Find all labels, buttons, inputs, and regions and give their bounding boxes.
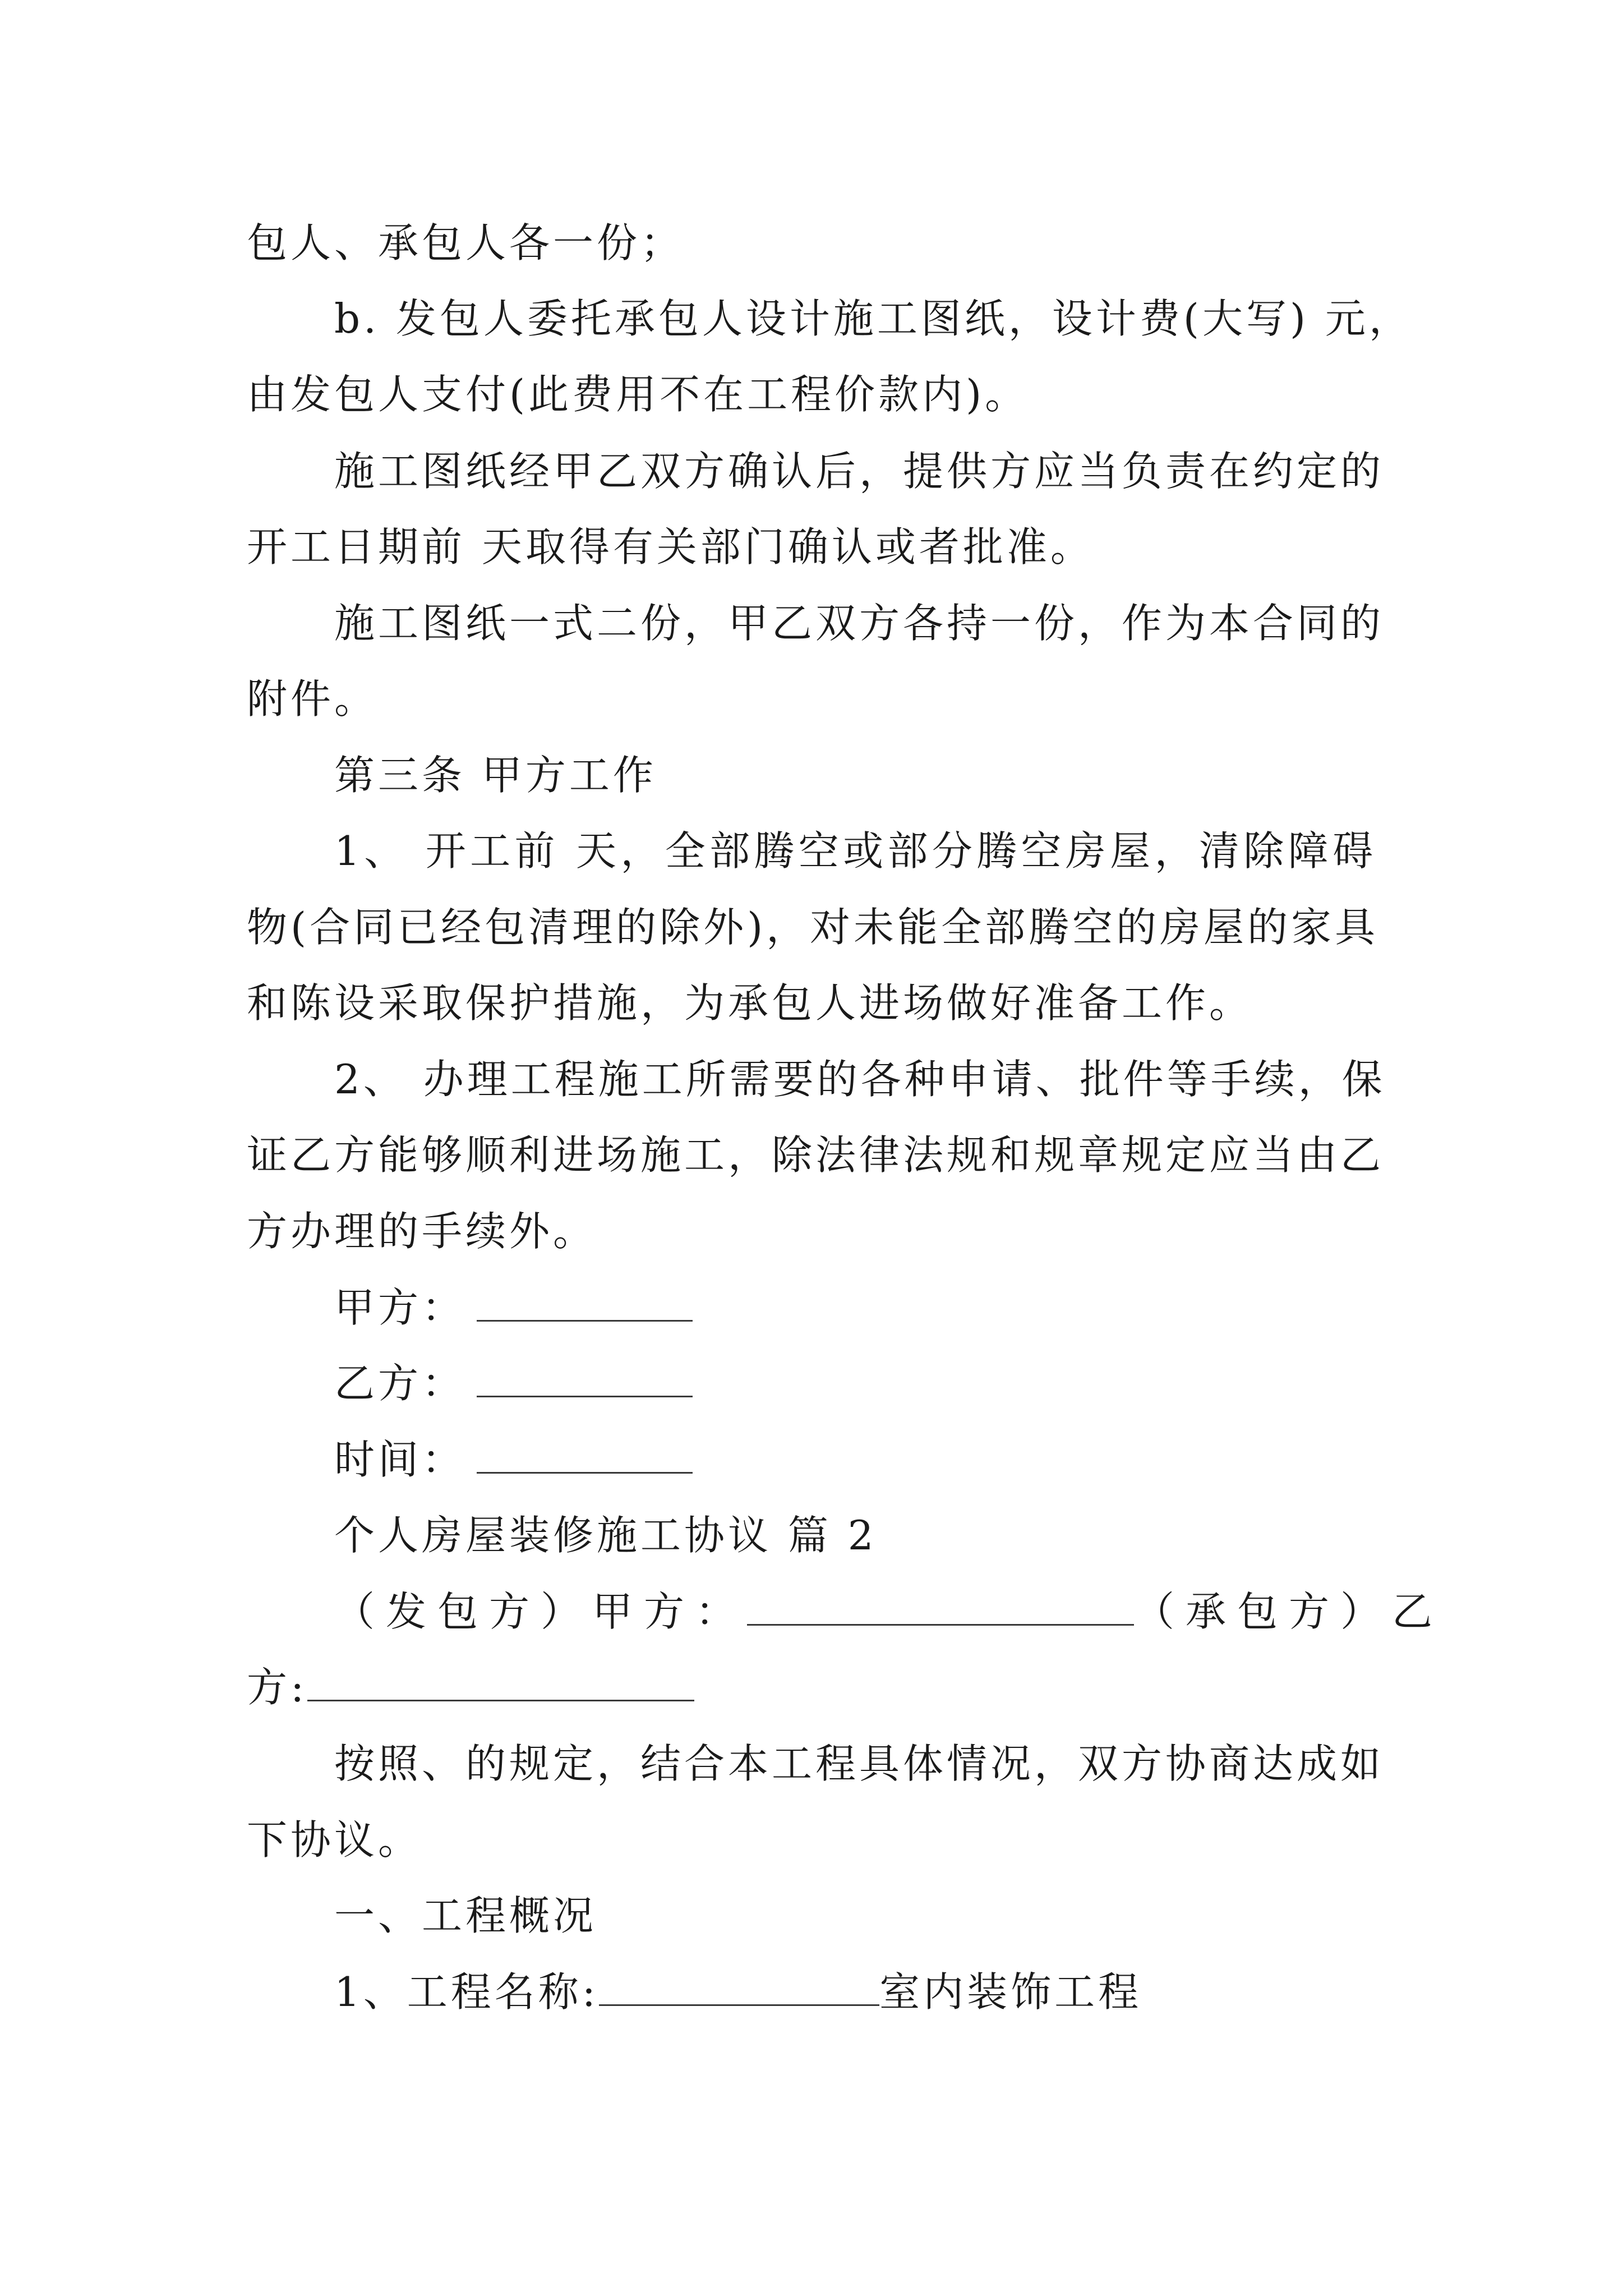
overview-heading: 一、工程概况: [334, 1892, 597, 1939]
text-line-7: 附件。: [247, 675, 379, 723]
party-a-blank: [747, 1588, 1134, 1626]
signature-party-a-blank: [477, 1284, 693, 1322]
intro-line-1: 按照、的规定，结合本工程具体情况，双方协商达成如: [334, 1740, 1385, 1787]
project-name-suffix: 室内装饰工程: [879, 1968, 1142, 2016]
party-b-blank: [307, 1664, 694, 1701]
text-line-3: 由发包人支付(此费用不在工程价款内)。: [247, 371, 1029, 418]
project-name-blank: [599, 1968, 879, 2006]
text-line-9: 1、 开工前 天，全部腾空或部分腾空房屋，清除障碍: [334, 827, 1376, 875]
party-line: [334, 1584, 1444, 1640]
text-line-12: 2、 办理工程施工所需要的各种申请、批件等手续，保: [334, 1056, 1386, 1103]
signature-time: [334, 1432, 693, 1488]
signature-time-blank: [477, 1436, 693, 1474]
text-line-11: 和陈设采取保护措施，为承包人进场做好准备工作。: [247, 979, 1253, 1027]
text-line-14: 方办理的手续外。: [247, 1208, 597, 1255]
project-name-label: 1、工程名称:: [334, 1968, 600, 2016]
project-name-line: [334, 1964, 1142, 2020]
text-line-4: 施工图纸经甲乙双方确认后，提供方应当负责在约定的: [334, 448, 1385, 495]
text-line-2: b. 发包人委托承包人设计施工图纸，设计费(大写) 元，: [334, 295, 1413, 342]
signature-party-a: [334, 1280, 693, 1336]
signature-party-b: [334, 1355, 693, 1411]
text-line-5: 开工日期前 天取得有关部门确认或者批准。: [247, 523, 1094, 570]
signature-party-a-label: 甲方：: [334, 1284, 466, 1331]
party-line-cont: [247, 1659, 694, 1715]
signature-party-b-blank: [477, 1360, 693, 1397]
signature-time-label: 时间：: [334, 1436, 466, 1483]
article-heading: 第三条 甲方工作: [334, 752, 657, 799]
text-line-13: 证乙方能够顺利进场施工，除法律法规和规章规定应当由乙: [247, 1131, 1385, 1179]
party-b-label: （承包方）乙: [1134, 1588, 1444, 1635]
text-line-10: 物(合同已经包清理的除外)，对未能全部腾空的房屋的家具: [247, 904, 1379, 951]
intro-line-2: 下协议。: [247, 1816, 422, 1864]
text-line-6: 施工图纸一式二份，甲乙双方各持一份，作为本合同的: [334, 600, 1385, 647]
party-b-label-cont: 方:: [247, 1664, 308, 1711]
section-title: 个人房屋装修施工协议 篇 2: [334, 1512, 877, 1559]
party-a-label: （发包方）甲方：: [334, 1588, 748, 1635]
signature-party-b-label: 乙方：: [334, 1360, 466, 1407]
text-line-1: 包人、承包人各一份；: [247, 219, 685, 266]
